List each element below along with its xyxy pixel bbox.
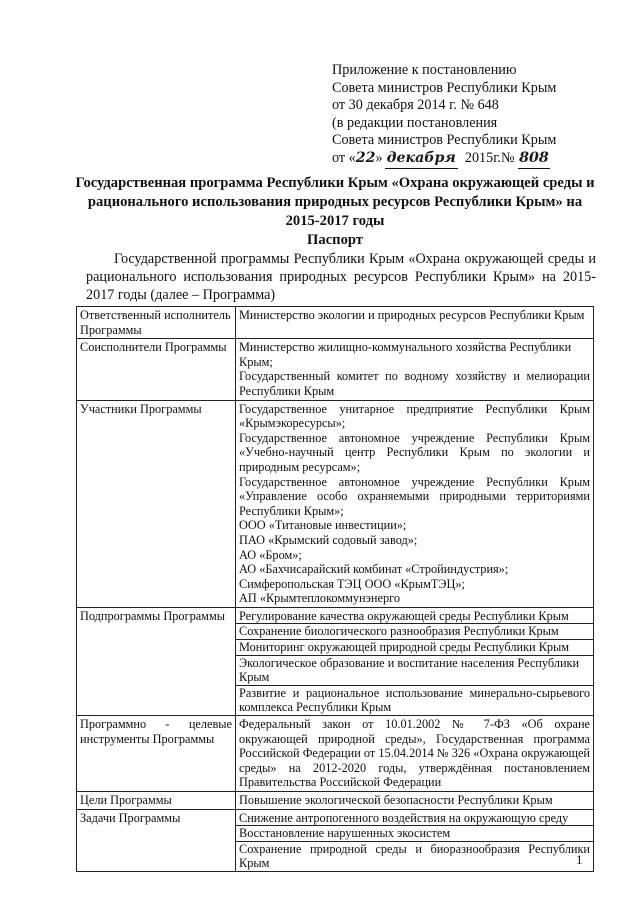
participant-item: АП «Крымтеплокоммунэнерго bbox=[239, 591, 400, 606]
participant-item: ПАО «Крымский содовый завод»; bbox=[239, 532, 418, 547]
label-line bbox=[80, 717, 232, 732]
table-row bbox=[77, 792, 594, 810]
subprogram-item: Регулирование качества окружающей среды Республики Крым bbox=[236, 609, 593, 625]
row-label: Соисполнители Программы bbox=[77, 339, 236, 400]
row-value bbox=[236, 400, 594, 607]
page-number: 1 bbox=[576, 852, 583, 867]
task-item: Восстановление нарушенных экосистем bbox=[236, 826, 593, 842]
participant-item: Государственное автономное учреждение Республики Крым «Управление особо охраняемыми природными территориями Республики Крым»; bbox=[239, 474, 590, 518]
header-line: Приложение к постановлению bbox=[332, 62, 517, 78]
header-date-line bbox=[332, 150, 632, 169]
year-text: 2015г. bbox=[464, 149, 501, 166]
handwritten-day: 22 bbox=[355, 149, 376, 166]
row-value bbox=[236, 809, 594, 871]
document-title: Государственная программа Республики Крым «Охрана окружающей среды и рационального использования природных ресурсов Республики Крым» на 2015-2017 годы bbox=[75, 175, 595, 229]
quote-close: » bbox=[375, 149, 383, 166]
row-label: Подпрограммы Программы bbox=[77, 607, 236, 715]
approval-header bbox=[332, 62, 632, 169]
handwritten-month: декабря bbox=[385, 150, 458, 169]
row-label: Задачи Программы bbox=[77, 809, 236, 871]
participant-item: АО «Бром»; bbox=[239, 547, 302, 562]
header-line: Совета министров Республики Крым bbox=[332, 132, 557, 149]
table-row bbox=[77, 809, 594, 871]
row-label: Участники Программы bbox=[77, 400, 236, 607]
handwritten-number: 808 bbox=[518, 150, 550, 169]
participant-item: Государственное унитарное предприятие Республики Крым «Крымэкоресурсы»; bbox=[239, 401, 590, 431]
coexecutor-item: Министерство жилищно-коммунального хозяйства Республики Крым; bbox=[239, 340, 572, 369]
passport-table bbox=[76, 306, 594, 872]
header-line: Совета министров Республики Крым bbox=[332, 79, 557, 96]
row-label: Цели Программы bbox=[77, 792, 236, 810]
row-value bbox=[236, 339, 594, 400]
table-row bbox=[77, 307, 594, 339]
label-word: целевые bbox=[188, 717, 232, 732]
task-item: Снижение антропогенного воздействия на окружающую среду bbox=[236, 811, 593, 827]
label-word: Программно bbox=[80, 717, 147, 732]
label-line: инструменты Программы bbox=[80, 731, 215, 746]
participant-item: Государственное автономное учреждение Республики Крым «Учебно-научный центр Республики Крым по экологии и природным ресурсам»; bbox=[239, 430, 590, 474]
task-item: Сохранение природной среды и биоразнообразия Республики Крым bbox=[239, 841, 590, 871]
label-dash: - bbox=[165, 717, 170, 732]
subprogram-item: Развитие и рациональное использование минерально-сырьевого комплекса Республики Крым bbox=[239, 685, 590, 715]
coexecutor-item: Государственный комитет по водному хозяйству и мелиорации Республики Крым bbox=[239, 369, 590, 398]
participant-item: Симферопольская ТЭЦ ООО «КрымТЭЦ»; bbox=[239, 576, 465, 591]
table-row bbox=[77, 716, 594, 792]
row-value: Повышение экологической безопасности Республики Крым bbox=[236, 792, 594, 810]
participant-item: АО «Бахчисарайский комбинат «Стройиндустрия»; bbox=[239, 562, 509, 577]
row-value: Министерство экологии и природных ресурсов Республики Крым bbox=[236, 307, 594, 339]
table-row bbox=[77, 607, 594, 715]
intro-paragraph bbox=[86, 250, 596, 304]
number-prefix: № bbox=[500, 149, 515, 166]
header-line: от 30 декабря 2014 г. № 648 bbox=[332, 97, 499, 114]
passport-heading: Паспорт bbox=[307, 232, 363, 248]
subprogram-item: Мониторинг окружающей природной среды Республики Крым bbox=[236, 640, 593, 656]
intro-text: Государственной программы Республики Крым «Охрана окружающей среды и рационального использования природных ресурсов Республики Крым» на 2015-2017 годы (далее – Программа) bbox=[86, 251, 596, 303]
subprogram-item: Экологическое образование и воспитание населения Республики Крым bbox=[236, 656, 593, 686]
subprogram-item: Сохранение биологического разнообразия Республики Крым bbox=[236, 624, 593, 640]
row-value bbox=[236, 607, 594, 715]
table-row bbox=[77, 339, 594, 400]
table-row bbox=[77, 400, 594, 607]
date-prefix: от « bbox=[332, 149, 356, 166]
row-value: Федеральный закон от 10.01.2002 № 7-ФЗ «Об охране окружающей природной среды», Государственная программа Российской Федерации от 15.04.2014 № 326 «Охрана окружающей среды» на 2012-2020 годы, утверждённая постановлением Правительства Российской Федерации bbox=[236, 716, 594, 792]
row-label bbox=[77, 716, 236, 792]
participant-item: ООО «Титановые инвестиции»; bbox=[239, 518, 407, 533]
header-line: (в редакции постановления bbox=[332, 114, 498, 131]
row-label: Ответственный исполнитель Программы bbox=[77, 307, 236, 339]
